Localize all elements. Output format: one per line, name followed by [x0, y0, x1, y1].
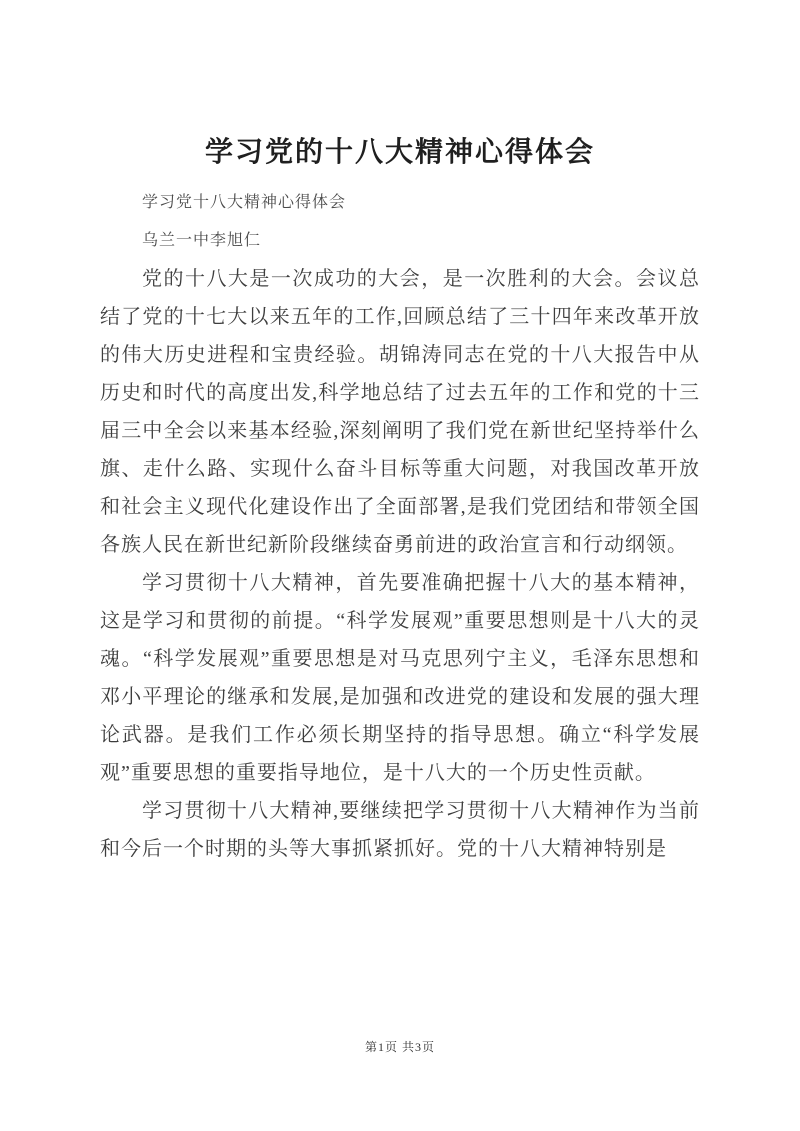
paragraph-2: 学习贯彻十八大精神，首先要准确把握十八大的基本精神，这是学习和贯彻的前提。“科学发展观”重要思想则是十八大的灵魂。“科学发展观”重要思想是对马克思列宁主义，毛泽东思想和邓小平理论的继承和发展,是加强和改进党的建设和发展的强大理论武器。是我们工作必须长期坚持的指导思想。确立“科学发展观”重要思想的重要指导地位，是十八大的一个历史性贡献。: [100, 571, 700, 784]
paragraph-1: 党的十八大是一次成功的大会，是一次胜利的大会。会议总结了党的十七大以来五年的工作,回顾总结了三十四年来改革开放的伟大历史进程和宝贵经验。胡锦涛同志在党的十八大报告中从历史和时代的高度出发,科学地总结了过去五年的工作和党的十三届三中全会以来基本经验,深刻阐明了我们党在新世纪坚持举什么旗、走什么路、实现什么奋斗目标等重大问题，对我国改革开放和社会主义现代化建设作出了全面部署,是我们党团结和带领全国各族人民在新世纪新阶段继续奋勇前进的政治宣言和行动纲领。: [100, 267, 700, 556]
document-title: 学习党的十八大精神心得体会: [204, 137, 595, 168]
subtitle-line: 学习党十八大精神心得体会: [142, 193, 347, 211]
page-footer: [0, 1038, 800, 1055]
paragraph-3: 学习贯彻十八大精神,要继续把学习贯彻十八大精神作为当前和今后一个时期的头等大事抓紧抓好。党的十八大精神特别是: [100, 799, 700, 860]
page-number: 第1页 共3页: [364, 1040, 435, 1054]
author-line: 乌兰一中李旭仁: [142, 231, 262, 249]
